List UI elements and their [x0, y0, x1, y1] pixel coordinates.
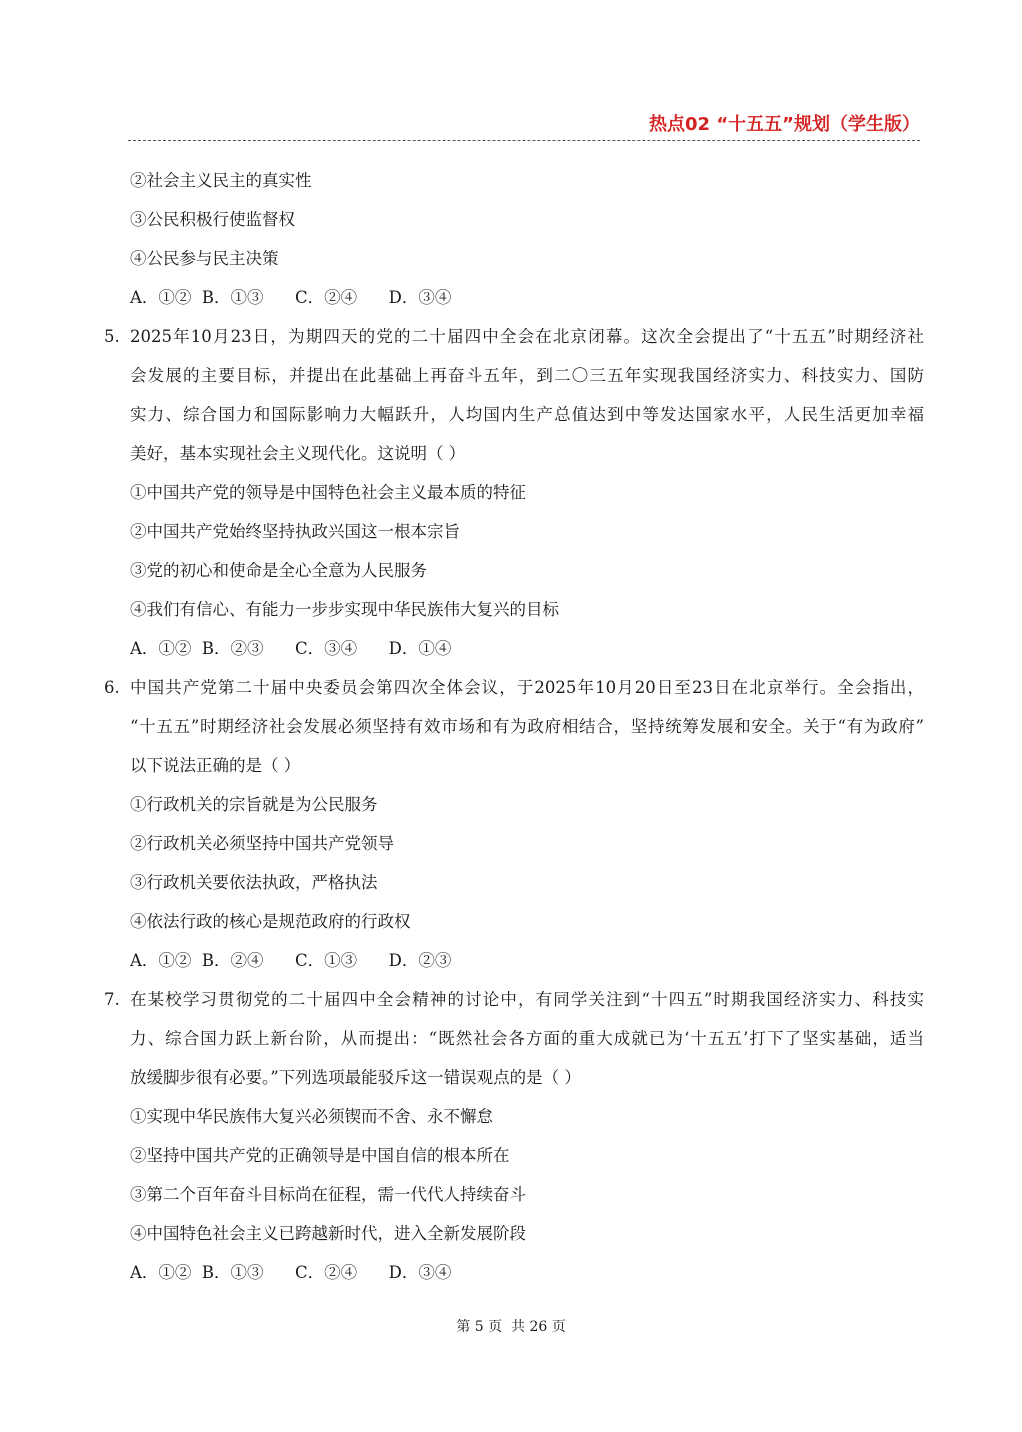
q7-stem-line-3 [104, 1058, 924, 1097]
q4-option-2: ②社会主义民主的真实性 [130, 171, 312, 190]
q7-option-3: ③第二个百年奋斗目标尚在征程，需一代代人持续奋斗 [130, 1185, 526, 1204]
q7-number: 7. [104, 990, 120, 1009]
q6-option-2: ②行政机关必须坚持中国共产党领导 [130, 834, 394, 853]
q6-stem-text-3: 以下说法正确的是（ ） [130, 756, 301, 775]
q6-stem-text-1: 中国共产党第二十届中央委员会第四次全体会议，于2025年10月20日至23日在北京举行。全会指出， [130, 678, 924, 697]
q7-stem-text-2: 力、综合国力跃上新台阶，从而提出：“既然社会各方面的重大成就已为‘十五五’打下了坚实基础，适当 [130, 1029, 924, 1048]
q5-stem-line-3 [104, 395, 924, 434]
q7-stem-line-1 [104, 980, 924, 1019]
q7-answer-choices: A．①② B．①③ C．②④ D．③④ [130, 1263, 452, 1282]
q6-number: 6. [104, 678, 120, 697]
q7-stem-line-2 [104, 1019, 924, 1058]
q6-answer-choices: A．①② B．②④ C．①③ D．②③ [130, 951, 452, 970]
page-content [104, 161, 924, 1292]
q7-option-4: ④中国特色社会主义已跨越新时代，进入全新发展阶段 [130, 1224, 526, 1243]
q5-option-3: ③党的初心和使命是全心全意为人民服务 [130, 561, 427, 580]
q6-stem-line-1 [104, 668, 924, 707]
q5-option-1: ①中国共产党的领导是中国特色社会主义最本质的特征 [130, 483, 526, 502]
header-divider [128, 140, 920, 141]
q7-stem-text-1: 在某校学习贯彻党的二十届四中全会精神的讨论中，有同学关注到“十四五”时期我国经济实力、科技实 [130, 990, 924, 1009]
q5-stem-text-3: 实力、综合国力和国际影响力大幅跃升，人均国内生产总值达到中等发达国家水平，人民生活更加幸福 [130, 405, 924, 424]
q6-option-3: ③行政机关要依法执政，严格执法 [130, 873, 378, 892]
q4-option-4: ④公民参与民主决策 [130, 249, 279, 268]
q7-option-2: ②坚持中国共产党的正确领导是中国自信的根本所在 [130, 1146, 510, 1165]
q5-stem-line-4 [104, 434, 924, 473]
q7-option-1: ①实现中华民族伟大复兴必须锲而不舍、永不懈怠 [130, 1107, 493, 1126]
q4-option-3: ③公民积极行使监督权 [130, 210, 295, 229]
page-number-footer: 第 5 页 共 26 页 [456, 1319, 566, 1335]
q5-option-2: ②中国共产党始终坚持执政兴国这一根本宗旨 [130, 522, 460, 541]
q5-stem-line-1 [104, 317, 924, 356]
q6-option-1: ①行政机关的宗旨就是为公民服务 [130, 795, 378, 814]
q6-stem-line-3 [104, 746, 924, 785]
q5-stem-text-4: 美好，基本实现社会主义现代化。这说明（ ） [130, 444, 466, 463]
q4-answer-choices: A．①② B．①③ C．②④ D．③④ [130, 288, 452, 307]
q6-option-4: ④依法行政的核心是规范政府的行政权 [130, 912, 411, 931]
q6-stem-text-2: “十五五”时期经济社会发展必须坚持有效市场和有为政府相结合，坚持统筹发展和安全。关于“有为政府” [130, 717, 924, 736]
q5-stem-text-2: 会发展的主要目标，并提出在此基础上再奋斗五年，到二〇三五年实现我国经济实力、科技实力、国防 [130, 366, 924, 385]
q5-number: 5. [104, 327, 120, 346]
q5-stem-line-2 [104, 356, 924, 395]
q5-option-4: ④我们有信心、有能力一步步实现中华民族伟大复兴的目标 [130, 600, 559, 619]
q5-stem-text-1: 2025年10月23日，为期四天的党的二十届四中全会在北京闭幕。这次全会提出了“十五五”时期经济社 [130, 327, 924, 346]
q5-answer-choices: A．①② B．②③ C．③④ D．①④ [130, 639, 452, 658]
q6-stem-line-2 [104, 707, 924, 746]
q7-stem-text-3: 放缓脚步很有必要。”下列选项最能驳斥这一错误观点的是（ ） [130, 1068, 581, 1087]
page-header-title: 热点02 “十五五”规划（学生版） [649, 114, 920, 135]
